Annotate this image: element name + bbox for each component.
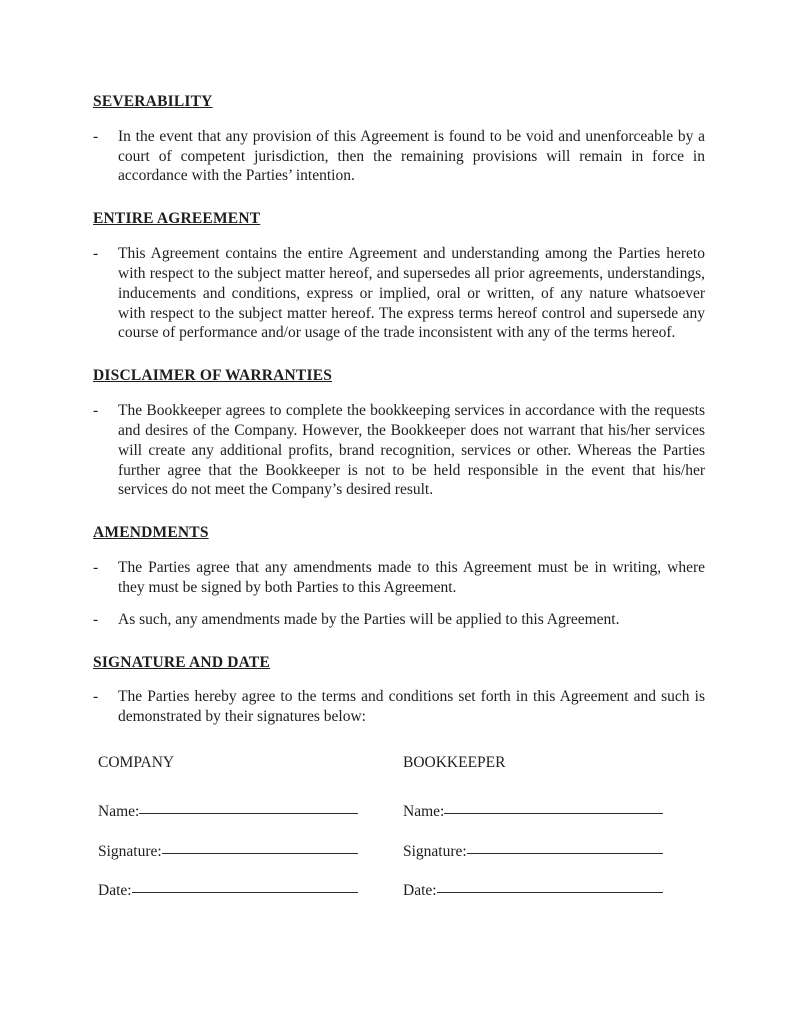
signature-field-label: Signature: bbox=[98, 842, 162, 860]
document-section bbox=[93, 523, 705, 629]
bullet-item bbox=[93, 244, 705, 343]
bullet-item bbox=[93, 401, 705, 500]
bullet-text: In the event that any provision of this Agreement is found to be void and unenforceable by a court of competent jurisdiction, then the remaining provisions will remain in force in accordance with the Parties’ intention. bbox=[118, 127, 705, 185]
signature-field-label: Signature: bbox=[403, 842, 467, 860]
bullet-item bbox=[93, 610, 705, 630]
bullet-item bbox=[93, 687, 705, 727]
signature-field-label: Date: bbox=[98, 882, 132, 900]
document-section bbox=[93, 653, 705, 727]
signature-blank-line bbox=[132, 877, 358, 894]
bullet-text: The Parties hereby agree to the terms and conditions set forth in this Agreement and such is demonstrated by their signatures below: bbox=[118, 688, 705, 726]
signature-field bbox=[98, 879, 358, 901]
signature-blank-line bbox=[437, 877, 663, 894]
document-section bbox=[93, 366, 705, 500]
signature-field bbox=[403, 800, 663, 822]
bullet-text: The Bookkeeper agrees to complete the bookkeeping services in accordance with the requests and desires of the Company. However, the Bookkeeper does not warrant that his/her services will create any additional profits, brand recognition, services or other. Whereas the Parties further agree that the Bookkeeper is not to be held responsible in the event that his/her services do not meet the Company’s desired result. bbox=[118, 402, 705, 499]
document-section bbox=[93, 92, 705, 186]
section-heading: ENTIRE AGREEMENT bbox=[93, 210, 261, 228]
signature-field bbox=[98, 800, 358, 822]
document-section bbox=[93, 209, 705, 343]
bullet-text: This Agreement contains the entire Agreement and understanding among the Parties hereto with respect to the subject matter hereof, and supersedes all prior agreements, understandings, inducements and conditions, express or implied, oral or written, of any nature whatsoever with respect to the subject matter hereof. The express terms hereof control and supersede any course of performance and/or usage of the trade inconsistent with any of the terms hereof. bbox=[118, 245, 705, 342]
bullet-item bbox=[93, 558, 705, 598]
signature-blank-line bbox=[139, 798, 358, 815]
signature-blank-line bbox=[444, 798, 663, 815]
bullet-text: The Parties agree that any amendments made to this Agreement must be in writing, where they must be signed by both Parties to this Agreement. bbox=[118, 559, 705, 596]
signature-field-label: Date: bbox=[403, 882, 437, 900]
signature-field-label: Name: bbox=[98, 803, 140, 821]
signature-column-company bbox=[98, 753, 403, 918]
bullet-dash: - bbox=[93, 245, 99, 263]
section-heading: AMENDMENTS bbox=[93, 524, 209, 542]
bullet-item bbox=[93, 127, 705, 186]
bullet-dash: - bbox=[93, 559, 99, 577]
bullet-dash: - bbox=[93, 610, 99, 628]
signature-area bbox=[93, 753, 705, 918]
section-heading: SEVERABILITY bbox=[93, 93, 213, 110]
section-heading: SIGNATURE AND DATE bbox=[93, 653, 270, 671]
signature-field bbox=[98, 839, 358, 861]
signature-field bbox=[403, 879, 663, 901]
signature-field bbox=[403, 839, 663, 861]
signature-party-title: BOOKKEEPER bbox=[403, 754, 506, 772]
bullet-text: As such, any amendments made by the Parties will be applied to this Agreement. bbox=[118, 610, 620, 628]
signature-column-bookkeeper bbox=[403, 753, 708, 918]
document-sections bbox=[93, 92, 705, 727]
signature-field-label: Name: bbox=[403, 803, 445, 821]
signature-blank-line bbox=[162, 837, 358, 854]
bullet-dash: - bbox=[93, 402, 99, 420]
bullet-dash: - bbox=[93, 127, 99, 145]
signature-party-title: COMPANY bbox=[98, 754, 175, 772]
signature-blank-line bbox=[467, 837, 663, 854]
section-heading: DISCLAIMER OF WARRANTIES bbox=[93, 367, 333, 385]
bullet-dash: - bbox=[93, 688, 99, 706]
